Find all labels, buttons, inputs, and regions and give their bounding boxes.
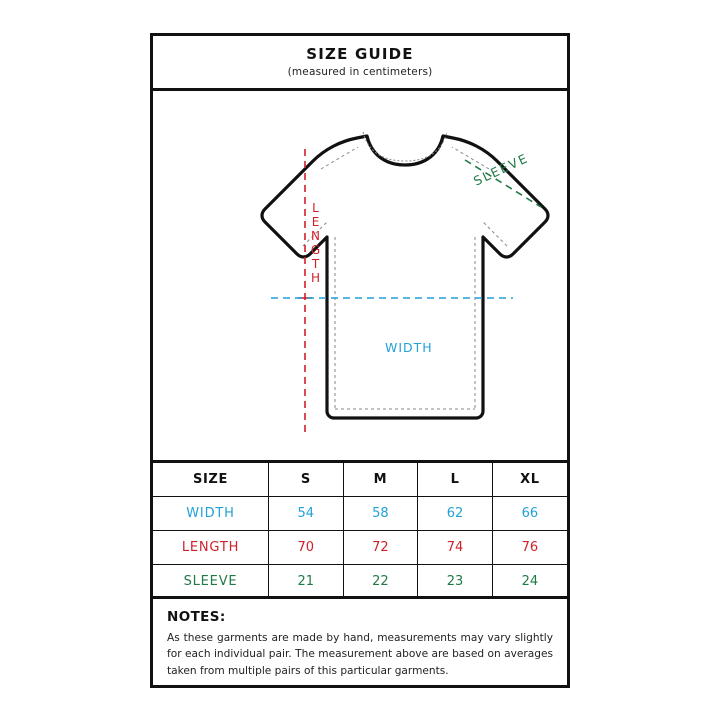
length-label: L E N G T H (310, 201, 322, 285)
size-table (153, 463, 567, 598)
table-row (153, 531, 567, 565)
cell-length-l: 74 (418, 531, 493, 565)
notes-body: As these garments are made by hand, measurements may vary slightly for each individual pair. The measurement above are based on averages taken from multiple pairs of this particular garments. (167, 632, 553, 677)
page-subtitle: (measured in centimeters) (287, 66, 433, 79)
table-header-cell-xl: XL (492, 463, 567, 497)
garment-illustration (153, 91, 567, 463)
cell-width-xl: 66 (492, 497, 567, 531)
row-label-length: LENGTH (153, 531, 269, 565)
cell-width-m: 58 (343, 497, 418, 531)
table-header-cell-s: S (269, 463, 344, 497)
cell-sleeve-l: 23 (418, 565, 493, 599)
page-title: SIZE GUIDE (306, 44, 414, 63)
card-header (153, 36, 567, 91)
cell-length-s: 70 (269, 531, 344, 565)
row-label-width: WIDTH (153, 497, 269, 531)
cell-length-xl: 76 (492, 531, 567, 565)
table-header-cell-l: L (418, 463, 493, 497)
table-header-row (153, 463, 567, 497)
table-row (153, 565, 567, 599)
cell-width-l: 62 (418, 497, 493, 531)
sleeve-label: SLEEVE (471, 149, 531, 189)
row-label-sleeve: SLEEVE (153, 565, 269, 599)
size-table-wrapper (153, 463, 567, 596)
table-header-cell-size: SIZE (153, 463, 269, 497)
table-header-cell-m: M (343, 463, 418, 497)
cell-sleeve-xl: 24 (492, 565, 567, 599)
cell-width-s: 54 (269, 497, 344, 531)
notes-title: NOTES: (167, 609, 226, 625)
table-row (153, 497, 567, 531)
cell-sleeve-s: 21 (269, 565, 344, 599)
cell-sleeve-m: 22 (343, 565, 418, 599)
cell-length-m: 72 (343, 531, 418, 565)
tshirt-diagram (153, 91, 567, 457)
notes-section (153, 596, 567, 685)
size-guide-card (150, 33, 570, 688)
width-label: WIDTH (385, 340, 433, 355)
